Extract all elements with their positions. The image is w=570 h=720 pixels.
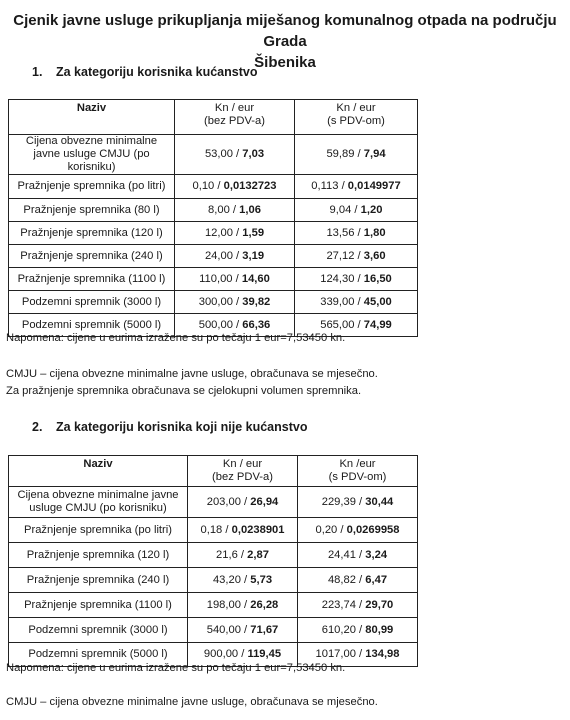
price-without-vat-kn: 0,10 /	[192, 180, 221, 192]
price-without-vat-kn: 110,00 /	[199, 272, 239, 285]
price-without-vat	[175, 135, 295, 175]
row-name: Pražnjenje spremnika (120 l)	[9, 222, 175, 245]
price-with-vat-eur: 30,44	[365, 495, 394, 508]
table-header-row	[9, 456, 418, 487]
table-row	[9, 245, 418, 268]
price-with-vat	[295, 268, 418, 291]
price-with-vat-kn: 9,04 /	[329, 203, 358, 216]
price-with-vat-kn: 1017,00 /	[315, 648, 363, 660]
price-with-vat	[295, 222, 418, 245]
price-with-vat-kn: 229,39 /	[321, 495, 363, 508]
price-without-vat-kn: 12,00 /	[204, 226, 240, 239]
row-name: Pražnjenje spremnika (80 l)	[9, 199, 175, 222]
price-without-vat-kn: 203,00 /	[206, 495, 248, 508]
table-row	[9, 487, 418, 518]
section-1-paragraph	[6, 366, 378, 400]
price-without-vat	[188, 543, 298, 568]
price-without-vat	[188, 568, 298, 593]
header-with-vat	[295, 100, 418, 135]
price-with-vat-eur: 1,80	[363, 226, 386, 239]
price-without-vat-kn: 500,00 /	[198, 318, 240, 331]
note-exchange-rate-1: Napomena: cijene u eurima izražene su po tečaju 1 eur=7,53450 kn.	[6, 332, 346, 344]
price-with-vat	[298, 568, 418, 593]
price-without-vat-kn: 53,00 /	[204, 148, 240, 160]
header-with-vat-line1: Kn /eur	[339, 458, 376, 470]
price-with-vat-eur: 134,98	[365, 648, 400, 660]
price-with-vat-kn: 0,113 /	[311, 180, 345, 192]
price-without-vat-eur: 71,67	[250, 623, 279, 636]
price-without-vat-eur: 3,19	[242, 249, 265, 262]
price-with-vat	[295, 245, 418, 268]
row-name: Podzemni spremnik (3000 l)	[9, 291, 175, 314]
header-with-vat-line2: (s PDV-om)	[328, 471, 387, 483]
price-without-vat	[175, 222, 295, 245]
table-row	[9, 593, 418, 618]
row-name: Pražnjenje spremnika (240 l)	[9, 568, 188, 593]
price-with-vat-eur: 0,0269958	[346, 523, 400, 536]
header-without-vat-line1: Kn / eur	[222, 458, 263, 470]
table-row	[9, 543, 418, 568]
price-with-vat-eur: 74,99	[363, 318, 392, 331]
price-without-vat-eur: 1,59	[242, 226, 265, 239]
price-with-vat	[298, 618, 418, 643]
price-without-vat-eur: 5,73	[250, 573, 273, 586]
price-with-vat-eur: 3,24	[365, 548, 388, 561]
row-name: Pražnjenje spremnika (1100 l)	[9, 268, 175, 291]
price-without-vat-kn: 43,20 /	[212, 573, 248, 586]
price-with-vat	[295, 291, 418, 314]
row-name: Podzemni spremnik (5000 l)	[9, 643, 188, 667]
price-with-vat-eur: 80,99	[365, 623, 394, 636]
price-with-vat	[298, 487, 418, 518]
section-2-paragraph	[6, 694, 378, 711]
table-row	[9, 222, 418, 245]
price-without-vat-eur: 26,94	[250, 495, 279, 508]
price-without-vat-kn: 300,00 /	[198, 295, 240, 308]
header-with-vat-line2: (s PDV-om)	[327, 115, 385, 127]
price-without-vat	[175, 291, 295, 314]
price-without-vat	[175, 268, 295, 291]
table-row	[9, 618, 418, 643]
price-with-vat-eur: 7,94	[363, 148, 386, 160]
price-without-vat-kn: 8,00 /	[208, 203, 237, 216]
row-name: Pražnjenje spremnika (po litri)	[9, 518, 188, 543]
table-row	[9, 175, 418, 199]
cmju-definition-1: CMJU – cijena obvezne minimalne javne usluge, obračunava se mjesečno.	[6, 368, 378, 380]
price-without-vat	[188, 593, 298, 618]
price-without-vat	[188, 618, 298, 643]
price-without-vat-kn: 21,6 /	[216, 548, 245, 561]
price-with-vat-eur: 6,47	[365, 573, 388, 586]
table-row	[9, 291, 418, 314]
price-without-vat-eur: 66,36	[242, 318, 271, 331]
section-1-heading	[32, 65, 257, 79]
price-with-vat	[298, 593, 418, 618]
header-naziv: Naziv	[9, 100, 175, 135]
row-name: Pražnjenje spremnika (po litri)	[9, 175, 175, 199]
price-without-vat-kn: 198,00 /	[206, 598, 248, 611]
price-with-vat-kn: 24,41 /	[327, 548, 363, 561]
price-with-vat-eur: 29,70	[365, 598, 394, 611]
table-row	[9, 268, 418, 291]
price-without-vat-kn: 0,18 /	[200, 523, 229, 536]
price-with-vat-eur: 0,0149977	[347, 180, 401, 192]
row-name: Cijena obvezne minimalne javne usluge CMJU (po korisniku)	[9, 135, 175, 175]
header-without-vat	[188, 456, 298, 487]
section-2-heading-text: Za kategoriju korisnika koji nije kućanstvo	[56, 420, 308, 434]
price-with-vat-eur: 45,00	[363, 295, 392, 308]
table-row	[9, 135, 418, 175]
price-with-vat-kn: 610,20 /	[321, 623, 363, 636]
price-without-vat	[175, 199, 295, 222]
row-name: Pražnjenje spremnika (120 l)	[9, 543, 188, 568]
price-without-vat-eur: 0,0132723	[223, 180, 277, 192]
cmju-definition-2: CMJU – cijena obvezne minimalne javne usluge, obračunava se mjesečno.	[6, 696, 378, 708]
price-without-vat-eur: 1,06	[239, 203, 261, 216]
price-with-vat-eur: 3,60	[363, 249, 386, 262]
note-exchange-rate-2: Napomena: cijene u eurima izražene su po tečaju 1 eur=7,53450 kn.	[6, 662, 346, 674]
price-with-vat-kn: 565,00 /	[320, 318, 361, 331]
table-row	[9, 568, 418, 593]
price-with-vat-kn: 223,74 /	[321, 598, 363, 611]
price-without-vat-eur: 2,87	[247, 548, 269, 561]
price-with-vat-kn: 27,12 /	[326, 249, 361, 262]
price-with-vat	[298, 518, 418, 543]
page-title	[0, 10, 570, 73]
price-with-vat-kn: 339,00 /	[320, 295, 361, 308]
price-without-vat-eur: 14,60	[241, 272, 270, 285]
price-without-vat-eur: 7,03	[242, 148, 265, 160]
section-2-number: 2.	[32, 420, 43, 434]
row-name: Podzemni spremnik (5000 l)	[9, 314, 175, 337]
price-without-vat	[188, 487, 298, 518]
price-with-vat-kn: 0,20 /	[315, 523, 344, 536]
header-naziv: Naziv	[9, 456, 188, 487]
price-without-vat	[175, 175, 295, 199]
price-with-vat	[295, 135, 418, 175]
price-table-households	[8, 99, 418, 337]
price-without-vat-eur: 119,45	[247, 648, 282, 660]
header-with-vat-line1: Kn / eur	[336, 102, 376, 114]
title-line-1: Cjenik javne usluge prikupljanja miješanog komunalnog otpada na području Grada	[13, 12, 557, 50]
row-name: Pražnjenje spremnika (240 l)	[9, 245, 175, 268]
price-with-vat	[298, 543, 418, 568]
price-with-vat-eur: 1,20	[360, 203, 383, 216]
row-name: Cijena obvezne minimalne javne usluge CMJU (po korisniku)	[9, 487, 188, 518]
price-with-vat-kn: 124,30 /	[320, 272, 361, 285]
price-with-vat-kn: 13,56 /	[326, 226, 361, 239]
price-without-vat-kn: 900,00 /	[203, 648, 245, 660]
table-row	[9, 518, 418, 543]
price-with-vat-kn: 59,89 /	[326, 148, 361, 160]
row-name: Pražnjenje spremnika (1100 l)	[9, 593, 188, 618]
header-without-vat-line1: Kn / eur	[214, 102, 255, 114]
price-with-vat	[295, 199, 418, 222]
table-row	[9, 199, 418, 222]
header-without-vat-line2: (bez PDV-a)	[204, 115, 265, 127]
section-1-heading-text: Za kategoriju korisnika kućanstvo	[56, 65, 258, 79]
price-without-vat-eur: 39,82	[242, 295, 271, 308]
price-table-non-households	[8, 455, 418, 667]
header-without-vat	[175, 100, 295, 135]
price-without-vat	[175, 245, 295, 268]
section-2-heading	[32, 420, 307, 434]
price-without-vat-eur: 0,0238901	[231, 523, 285, 536]
title-line-2: Šibenika	[254, 54, 316, 71]
header-without-vat-line2: (bez PDV-a)	[212, 471, 273, 483]
table-header-row	[9, 100, 418, 135]
header-with-vat	[298, 456, 418, 487]
price-without-vat	[188, 518, 298, 543]
volume-note: Za pražnjenje spremnika obračunava se cjelokupni volumen spremnika.	[6, 385, 362, 397]
row-name: Podzemni spremnik (3000 l)	[9, 618, 188, 643]
price-with-vat-kn: 48,82 /	[327, 573, 363, 586]
price-without-vat-kn: 540,00 /	[206, 623, 248, 636]
price-with-vat	[295, 175, 418, 199]
price-with-vat-eur: 16,50	[363, 272, 392, 285]
price-without-vat-kn: 24,00 /	[204, 249, 240, 262]
section-1-number: 1.	[32, 65, 43, 79]
price-without-vat-eur: 26,28	[250, 598, 279, 611]
